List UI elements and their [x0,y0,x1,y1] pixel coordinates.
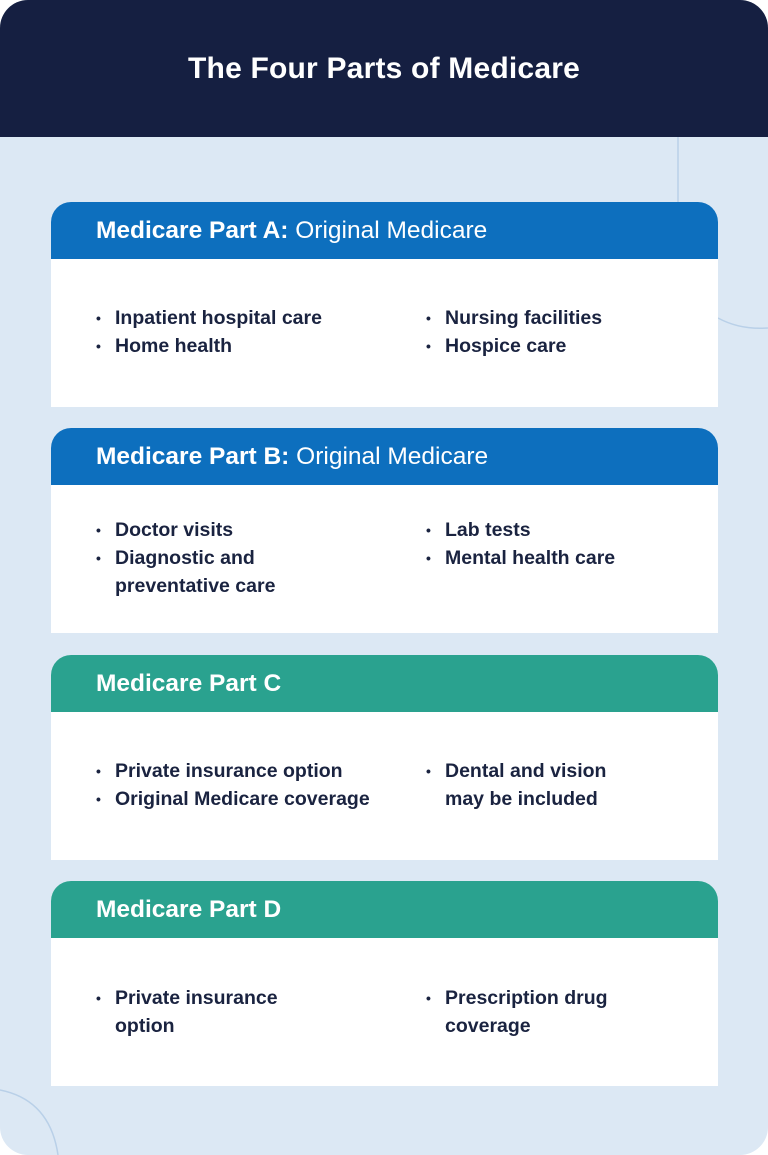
bullet-list-right [426,516,696,572]
list-item: • Private insurance option [96,984,296,1040]
card-title-strong: Medicare Part C [96,669,282,697]
bullet-list-left [96,516,326,600]
card-part-c [51,655,718,860]
card-header [51,202,718,259]
card-header [51,881,718,938]
bullet-icon: • [96,990,101,1006]
bullet-icon: • [426,338,431,354]
list-item: • Dental and vision may be included [426,757,626,813]
list-item: • Hospice care [426,332,696,360]
bullet-icon: • [96,338,101,354]
bullet-list-right [426,757,626,813]
card-title-strong: Medicare Part A: [96,216,289,244]
bullet-icon: • [426,990,431,1006]
list-item: • Nursing facilities [426,304,696,332]
bullet-icon: • [96,522,101,538]
bullet-list-right [426,984,626,1040]
page-title: The Four Parts of Medicare [188,51,580,85]
bullet-icon: • [96,791,101,807]
bullet-list-right [426,304,696,360]
page-header [0,0,768,137]
list-item: • Lab tests [426,516,696,544]
card-part-a [51,202,718,407]
list-item: • Private insurance option [96,757,396,785]
bullet-list-left [96,304,396,360]
card-title-strong: Medicare Part D [96,895,282,923]
bullet-list-left [96,984,296,1040]
bullet-icon: • [426,310,431,326]
bullet-list-left [96,757,396,813]
bullet-icon: • [426,763,431,779]
card-title-strong: Medicare Part B: [96,442,290,470]
card-header [51,428,718,485]
list-item: • Diagnostic and preventative care [96,544,326,600]
list-item: • Prescription drug coverage [426,984,626,1040]
list-item: • Original Medicare coverage [96,785,396,813]
list-item: • Home health [96,332,396,360]
bullet-icon: • [426,522,431,538]
list-item: • Mental health care [426,544,696,572]
bullet-icon: • [96,550,101,566]
card-title-light: Original Medicare [289,442,489,470]
card-part-d [51,881,718,1086]
bullet-icon: • [96,310,101,326]
bullet-icon: • [96,763,101,779]
card-part-b [51,428,718,633]
bullet-icon: • [426,550,431,566]
card-title-light: Original Medicare [288,216,488,244]
list-item: • Inpatient hospital care [96,304,396,332]
card-header [51,655,718,712]
list-item: • Doctor visits [96,516,326,544]
